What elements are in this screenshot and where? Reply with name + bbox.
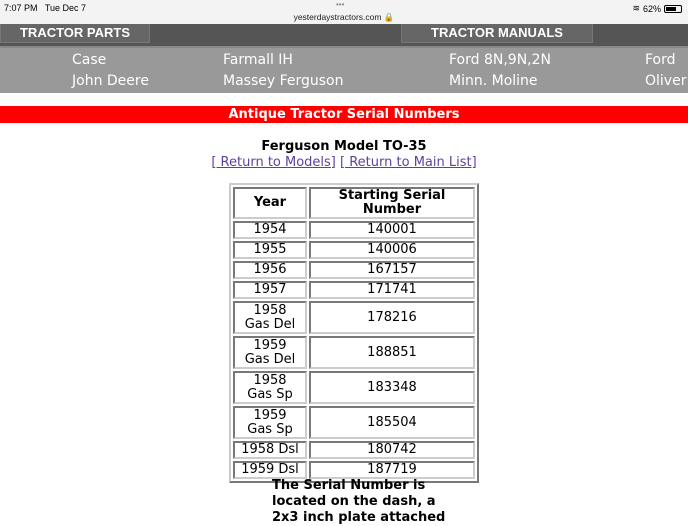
serial-cell: 167157 — [309, 261, 475, 279]
year-cell: 1958 Gas Sp — [233, 371, 307, 404]
year-cell: 1957 — [233, 281, 307, 299]
serial-cell: 180742 — [309, 441, 475, 459]
year-cell: 1958 Gas Del — [233, 301, 307, 334]
return-to-main-list-link[interactable]: [ Return to Main List] — [340, 155, 477, 170]
nav-john-deere[interactable]: John Deere — [72, 73, 149, 89]
serial-cell: 188851 — [309, 336, 475, 369]
table-row — [233, 371, 475, 404]
tab-dots-icon[interactable]: ••• — [336, 0, 345, 9]
nav-farmall[interactable]: Farmall IH — [223, 52, 293, 68]
header-serial: Starting Serial Number — [309, 187, 475, 219]
year-cell: 1958 Dsl — [233, 441, 307, 459]
battery-icon — [664, 5, 682, 13]
year-cell: 1959 Dsl — [233, 461, 307, 479]
serial-cell: 183348 — [309, 371, 475, 404]
table-row — [233, 336, 475, 369]
status-bar — [0, 0, 688, 24]
address-bar[interactable]: yesterdaystractors.com 🔒 — [293, 12, 395, 22]
year-cell: 1954 — [233, 221, 307, 239]
status-time: 7:07 PM Tue Dec 7 — [4, 3, 87, 13]
nav-ford-8n[interactable]: Ford 8N,9N,2N — [449, 52, 552, 68]
year-cell: 1959 Gas Sp — [233, 406, 307, 439]
serial-cell: 178216 — [309, 301, 475, 334]
table-row — [233, 241, 475, 259]
nav-case[interactable]: Case — [72, 52, 107, 68]
nav-oliver[interactable]: Oliver — [645, 73, 687, 89]
table-row — [233, 261, 475, 279]
page-title: Ferguson Model TO-35 — [261, 139, 427, 154]
tractor-manuals-button[interactable]: TRACTOR MANUALS — [401, 24, 593, 43]
table-row — [233, 406, 475, 439]
year-cell: 1959 Gas Del — [233, 336, 307, 369]
tractor-parts-button[interactable]: TRACTOR PARTS — [0, 24, 150, 43]
serial-cell: 185504 — [309, 406, 475, 439]
nav-minn-moline[interactable]: Minn. Moline — [449, 73, 538, 89]
table-header-row — [233, 187, 475, 219]
serial-cell: 140001 — [309, 221, 475, 239]
wifi-icon: ≋ — [632, 3, 640, 13]
header-year: Year — [233, 187, 307, 219]
top-menu-bar — [0, 24, 688, 46]
table-row — [233, 441, 475, 459]
serial-location-note: The Serial Number is located on the dash, a 2x3 inch plate attached — [272, 478, 446, 525]
nav-massey-ferguson[interactable]: Massey Ferguson — [223, 73, 344, 89]
serial-cell: 187719 — [309, 461, 475, 479]
serial-number-table — [229, 183, 479, 483]
battery-status: ≋ 62% — [632, 3, 682, 14]
year-cell: 1955 — [233, 241, 307, 259]
serial-cell: 171741 — [309, 281, 475, 299]
section-banner: Antique Tractor Serial Numbers — [0, 106, 688, 123]
year-cell: 1956 — [233, 261, 307, 279]
nav-ford[interactable]: Ford — [645, 52, 676, 68]
table-row — [233, 281, 475, 299]
lock-icon: 🔒 — [383, 12, 395, 22]
table-row — [233, 461, 475, 479]
return-links — [0, 155, 688, 171]
serial-cell: 140006 — [309, 241, 475, 259]
brand-nav — [0, 46, 688, 93]
table-row — [233, 301, 475, 334]
table-row — [233, 221, 475, 239]
return-to-models-link[interactable]: [ Return to Models] — [211, 155, 336, 170]
